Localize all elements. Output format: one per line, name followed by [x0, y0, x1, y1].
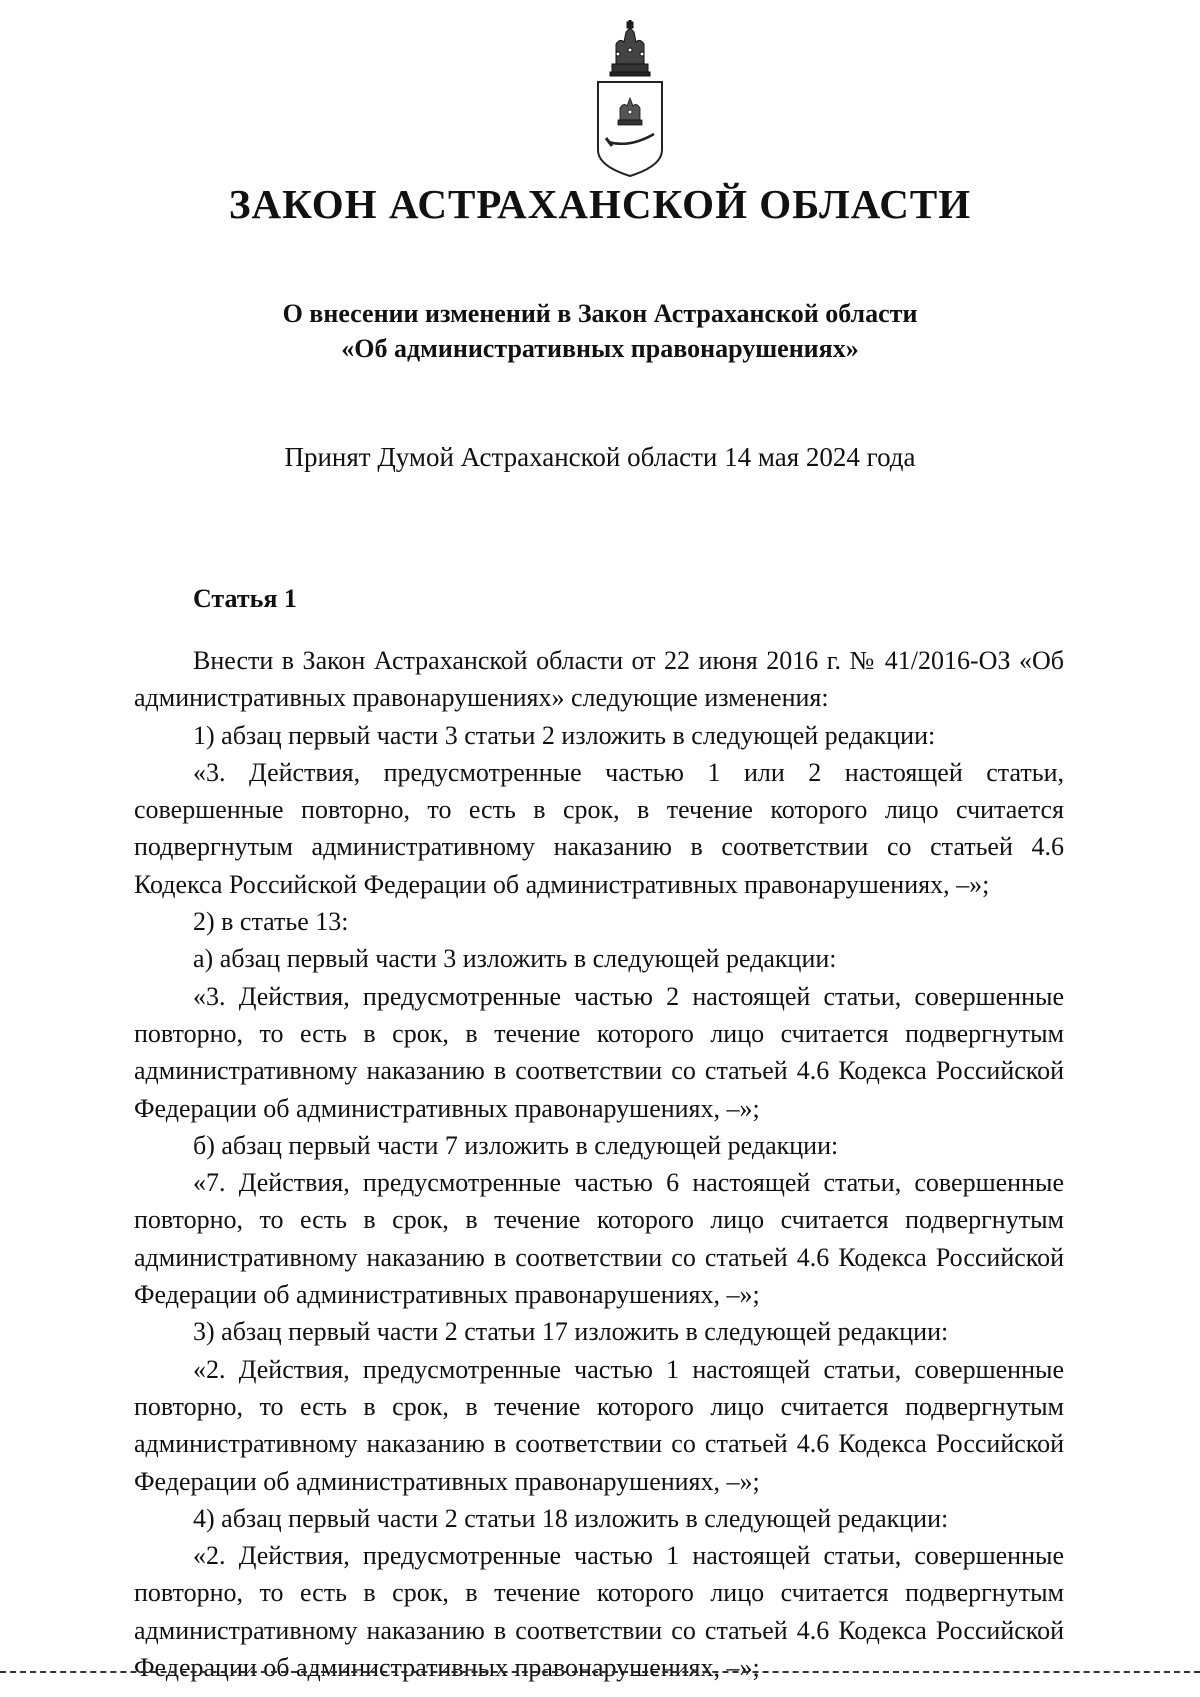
- adoption-note: Принят Думой Астраханской области 14 мая 2024 года: [284, 442, 916, 472]
- paragraph: «3. Действия, предусмотренные частью 2 настоящей статьи, совершенные повторно, то есть в срок, в течение которого лицо считается подвергнутым административному наказанию в соответствии со статьей 4.6 Кодекса Российской Федерации об административных правонарушениях, –»;: [134, 981, 1064, 1123]
- paragraph: 2) в статье 13:: [193, 907, 349, 937]
- paragraph: б) абзац первый части 7 изложить в следующей редакции:: [193, 1130, 839, 1160]
- subtitle-line-1: О внесении изменений в Закон Астраханской области: [282, 299, 918, 328]
- article-heading: Статья 1: [193, 584, 297, 613]
- subtitle-line-2: «Об административных правонарушениях»: [341, 334, 859, 363]
- page-bottom-rule: [0, 1671, 1200, 1673]
- paragraph: «3. Действия, предусмотренные частью 1 или 2 настоящей статьи, совершенные повторно, то есть в срок, в течение которого лицо считается подвергнутым административному наказанию в соответствии со статьей 4.6 Кодекса Российской Федерации об административных правонарушениях, –»;: [134, 757, 1064, 899]
- law-title: ЗАКОН АСТРАХАНСКОЙ ОБЛАСТИ: [228, 181, 972, 227]
- law-subtitle: [0, 296, 1200, 366]
- paragraph: «2. Действия, предусмотренные частью 1 настоящей статьи, совершенные повторно, то есть в срок, в течение которого лицо считается подвергнутым административному наказанию в соответствии со статьей 4.6 Кодекса Российской Федерации об административных правонарушениях, –»;: [134, 1541, 1064, 1683]
- paragraph: 4) абзац первый части 2 статьи 18 изложить в следующей редакции:: [193, 1503, 949, 1533]
- paragraph: а) абзац первый части 3 изложить в следующей редакции:: [193, 944, 837, 974]
- paragraph: «2. Действия, предусмотренные частью 1 настоящей статьи, совершенные повторно, то есть в срок, в течение которого лицо считается подвергнутым административному наказанию в соответствии со статьей 4.6 Кодекса Российской Федерации об административных правонарушениях, –»;: [134, 1354, 1064, 1496]
- article-body: [134, 642, 1064, 1686]
- paragraph: «7. Действия, предусмотренные частью 6 настоящей статьи, совершенные повторно, то есть в срок, в течение которого лицо считается подвергнутым административному наказанию в соответствии со статьей 4.6 Кодекса Российской Федерации об административных правонарушениях, –»;: [134, 1168, 1064, 1310]
- astrakhan-coat-of-arms-icon: [590, 20, 670, 180]
- paragraph: 1) абзац первый части 3 статьи 2 изложить в следующей редакции:: [193, 720, 936, 750]
- paragraph: 3) абзац первый части 2 статьи 17 изложить в следующей редакции:: [193, 1317, 949, 1347]
- paragraph: Внести в Закон Астраханской области от 22 июня 2016 г. № 41/2016-ОЗ «Об административных правонарушениях» следующие изменения:: [134, 646, 1064, 713]
